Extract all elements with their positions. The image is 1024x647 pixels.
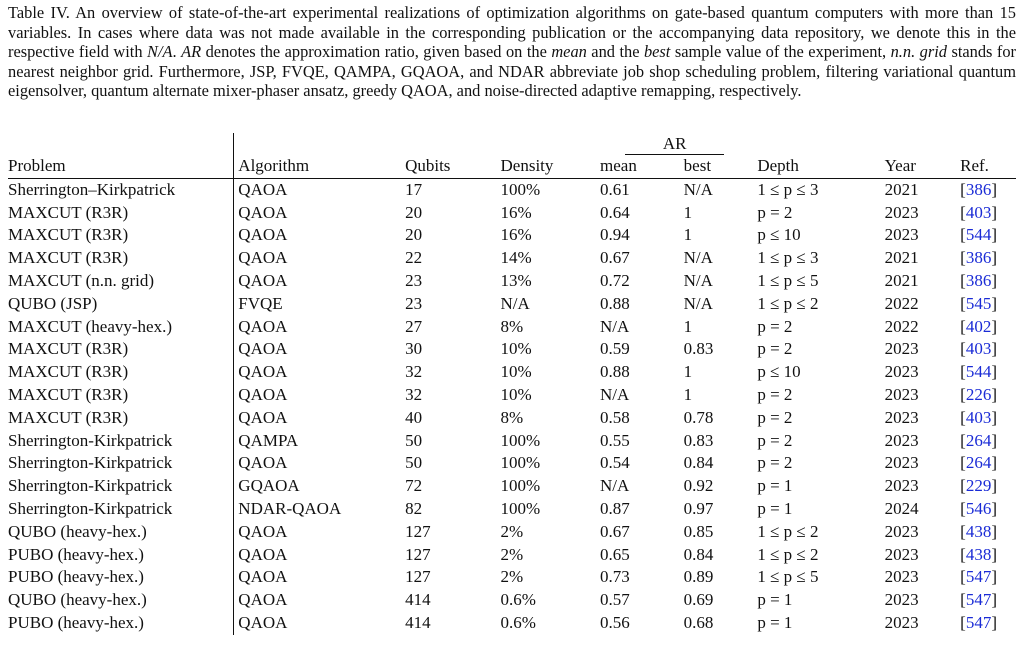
cell-density: 14%: [500, 248, 532, 268]
cell-algorithm: QAOA: [238, 407, 288, 427]
cell-year: 2022: [884, 293, 919, 313]
cell-year: 2023: [884, 521, 919, 541]
cell-qubits: 32: [405, 384, 423, 404]
cell-algorithm: QAOA: [238, 362, 288, 382]
cell-year: 2023: [884, 544, 919, 564]
cell-algorithm: QAMPA: [238, 430, 299, 450]
ref-bracket-open: [: [960, 453, 966, 473]
cell-density: 0.6%: [500, 612, 536, 632]
ref-bracket-close: ]: [991, 590, 997, 610]
reference-link[interactable]: 264: [965, 453, 992, 473]
cell-year: 2023: [884, 384, 919, 404]
cell-mean: 0.87: [600, 498, 630, 518]
cell-ref: [956, 475, 1016, 498]
ref-bracket-open: [: [960, 430, 966, 450]
header-density: Density: [497, 155, 596, 178]
cell-qubits: 40: [405, 407, 423, 427]
cell-algorithm: QAOA: [238, 544, 288, 564]
cell-best: 1: [683, 384, 693, 404]
cell-ref: [956, 338, 1016, 361]
cell-depth: 1 ≤ p ≤ 5: [757, 567, 819, 587]
cell-best: N/A: [683, 179, 713, 199]
ref-bracket-open: [: [960, 567, 966, 587]
ref-bracket-close: ]: [991, 544, 997, 564]
ref-bracket-open: [: [960, 225, 966, 245]
reference-link[interactable]: 386: [965, 179, 992, 199]
table-row: [8, 384, 1016, 407]
cell-mean: 0.54: [600, 453, 630, 473]
ref-bracket-close: ]: [991, 567, 997, 587]
caption-text: and the: [586, 42, 644, 62]
ref-bracket-close: ]: [991, 248, 997, 268]
cell-depth: p = 2: [757, 316, 793, 336]
cell-year: 2023: [884, 430, 919, 450]
cell-density: 13%: [500, 270, 532, 290]
ref-bracket-close: ]: [991, 498, 997, 518]
table-row: [8, 612, 1016, 635]
reference-link[interactable]: 547: [965, 567, 992, 587]
cell-problem: MAXCUT (heavy-hex.): [8, 316, 234, 339]
table-body: [8, 178, 1016, 634]
cell-density: 2%: [500, 544, 524, 564]
cell-ref: [956, 178, 1016, 201]
cell-best: 0.85: [683, 521, 714, 541]
cell-best: 0.78: [683, 407, 714, 427]
table-row: [8, 452, 1016, 475]
header-ar-group: AR: [596, 133, 753, 155]
header-row: [8, 155, 1016, 178]
reference-link[interactable]: 547: [965, 590, 992, 610]
ref-bracket-open: [: [960, 407, 966, 427]
cell-year: 2023: [884, 202, 919, 222]
cell-mean: 0.72: [600, 270, 630, 290]
cell-problem: MAXCUT (R3R): [8, 338, 234, 361]
cell-qubits: 127: [405, 567, 431, 587]
ref-bracket-open: [: [960, 498, 966, 518]
cell-algorithm: QAOA: [238, 179, 288, 199]
header-year: Year: [881, 155, 957, 178]
cell-algorithm: QAOA: [238, 248, 288, 268]
cell-mean: 0.65: [600, 544, 630, 564]
caption-text: stands for nearest neighbor grid. Furthermore, JSP, FVQE, QAMPA, GQAOA, and NDAR abbreviate job shop scheduling problem, filtering variational quantum eigensolver, quantum alternate mixer-phaser ansatz, greedy QAOA, and noise-directed adaptive remapping, respectively.: [8, 42, 1017, 101]
ref-bracket-close: ]: [991, 453, 997, 473]
table-row: [8, 498, 1016, 521]
table-row: [8, 430, 1016, 453]
cell-ref: [956, 202, 1016, 225]
table-row: [8, 566, 1016, 589]
cell-density: 10%: [500, 339, 532, 359]
caption-mean: mean: [551, 42, 587, 62]
cell-problem: MAXCUT (R3R): [8, 407, 234, 430]
cell-depth: 1 ≤ p ≤ 2: [757, 521, 819, 541]
ref-bracket-open: [: [960, 316, 966, 336]
header-algorithm: Algorithm: [234, 155, 401, 178]
table-row: [8, 202, 1016, 225]
cell-problem: PUBO (heavy-hex.): [8, 612, 234, 635]
caption-text: .: [172, 42, 182, 62]
cell-problem: MAXCUT (R3R): [8, 202, 234, 225]
cell-density: 100%: [500, 430, 541, 450]
cell-problem: Sherrington-Kirkpatrick: [8, 498, 234, 521]
cell-depth: p = 2: [757, 339, 793, 359]
cell-year: 2023: [884, 453, 919, 473]
caption-nngrid: n.n. grid: [890, 42, 947, 62]
cell-algorithm: QAOA: [238, 316, 288, 336]
caption-ar: AR: [181, 42, 202, 62]
cell-density: 100%: [500, 476, 541, 496]
cell-best: 0.84: [683, 453, 714, 473]
reference-link[interactable]: 403: [965, 202, 992, 222]
cell-algorithm: QAOA: [238, 270, 288, 290]
cell-density: N/A: [500, 293, 530, 313]
results-table-wrap: [8, 133, 1016, 635]
ref-bracket-open: [: [960, 293, 966, 313]
cell-mean: N/A: [600, 384, 630, 404]
cell-mean: 0.61: [600, 179, 630, 199]
cell-problem: Sherrington-Kirkpatrick: [8, 430, 234, 453]
header-best: best: [680, 155, 754, 178]
table-row: [8, 475, 1016, 498]
ref-bracket-open: [: [960, 202, 966, 222]
cell-best: 0.84: [683, 544, 714, 564]
cell-algorithm: GQAOA: [238, 476, 300, 496]
cell-ref: [956, 589, 1016, 612]
cell-algorithm: FVQE: [238, 293, 283, 313]
ref-bracket-close: ]: [991, 339, 997, 359]
cell-mean: 0.64: [600, 202, 630, 222]
ref-bracket-close: ]: [991, 179, 997, 199]
cell-mean: 0.56: [600, 612, 630, 632]
cell-depth: p = 1: [757, 612, 793, 632]
cell-ref: [956, 384, 1016, 407]
cell-best: 0.97: [683, 498, 714, 518]
ref-bracket-close: ]: [991, 612, 997, 632]
cell-problem: MAXCUT (n.n. grid): [8, 270, 234, 293]
cell-density: 2%: [500, 521, 524, 541]
cell-best: N/A: [683, 248, 713, 268]
cell-ref: [956, 224, 1016, 247]
caption-text: sample value of the experiment,: [670, 42, 891, 62]
cell-mean: 0.94: [600, 225, 630, 245]
cell-depth: p = 2: [757, 407, 793, 427]
reference-link[interactable]: 546: [965, 498, 992, 518]
ref-bracket-open: [: [960, 476, 966, 496]
cell-ref: [956, 407, 1016, 430]
cell-ref: [956, 247, 1016, 270]
table-caption: [8, 3, 1016, 101]
cell-qubits: 23: [405, 270, 423, 290]
cell-algorithm: QAOA: [238, 453, 288, 473]
table-row: [8, 589, 1016, 612]
cell-qubits: 20: [405, 225, 423, 245]
cell-depth: p ≤ 10: [757, 225, 801, 245]
reference-link[interactable]: 226: [965, 384, 992, 404]
cell-qubits: 30: [405, 339, 423, 359]
caption-text: denotes the approximation ratio, given based on the: [201, 42, 552, 62]
ref-bracket-close: ]: [991, 476, 997, 496]
cell-problem: PUBO (heavy-hex.): [8, 544, 234, 567]
ref-bracket-open: [: [960, 248, 966, 268]
cell-mean: 0.88: [600, 362, 630, 382]
cell-depth: 1 ≤ p ≤ 2: [757, 293, 819, 313]
cell-depth: 1 ≤ p ≤ 3: [757, 248, 819, 268]
cell-algorithm: QAOA: [238, 590, 288, 610]
caption-text: Table IV. An overview of state-of-the-art experimental realizations of optimization algorithms on gate-based quantum computers with more than 15 variables. In cases where data was not made available in the corresponding publication or the accompanying data repository, we denote this in the respective field with: [8, 3, 1016, 62]
cell-mean: N/A: [600, 476, 630, 496]
ref-bracket-close: ]: [991, 384, 997, 404]
cell-best: 0.89: [683, 567, 714, 587]
cell-problem: MAXCUT (R3R): [8, 384, 234, 407]
ref-bracket-open: [: [960, 384, 966, 404]
table-row: [8, 247, 1016, 270]
table-row: [8, 270, 1016, 293]
ref-bracket-close: ]: [991, 521, 997, 541]
cell-year: 2023: [884, 407, 919, 427]
cell-ref: [956, 612, 1016, 635]
cell-qubits: 22: [405, 248, 423, 268]
ref-bracket-close: ]: [991, 430, 997, 450]
cell-ref: [956, 361, 1016, 384]
cell-year: 2023: [884, 362, 919, 382]
cell-depth: p = 1: [757, 498, 793, 518]
cell-density: 0.6%: [500, 590, 536, 610]
cell-density: 8%: [500, 407, 524, 427]
cell-density: 100%: [500, 453, 541, 473]
ref-bracket-close: ]: [991, 407, 997, 427]
cell-year: 2021: [884, 179, 919, 199]
cell-best: 1: [683, 362, 693, 382]
cell-problem: QUBO (heavy-hex.): [8, 521, 234, 544]
table-row: [8, 544, 1016, 567]
cell-problem: QUBO (heavy-hex.): [8, 589, 234, 612]
cell-algorithm: QAOA: [238, 225, 288, 245]
ref-bracket-close: ]: [991, 202, 997, 222]
caption-best: best: [643, 42, 671, 62]
ref-bracket-open: [: [960, 590, 966, 610]
cell-algorithm: NDAR-QAOA: [238, 498, 342, 518]
reference-link[interactable]: 386: [965, 248, 992, 268]
cell-mean: 0.57: [600, 590, 630, 610]
cell-depth: p ≤ 10: [757, 362, 801, 382]
cell-density: 10%: [500, 384, 532, 404]
reference-link[interactable]: 386: [965, 270, 992, 290]
cell-qubits: 32: [405, 362, 423, 382]
header-ref: Ref.: [956, 155, 1016, 178]
cell-depth: p = 1: [757, 590, 793, 610]
ref-bracket-close: ]: [991, 270, 997, 290]
cell-depth: 1 ≤ p ≤ 2: [757, 544, 819, 564]
cell-depth: p = 2: [757, 430, 793, 450]
reference-link[interactable]: 402: [965, 316, 992, 336]
cell-best: 1: [683, 316, 693, 336]
cell-problem: Sherrington-Kirkpatrick: [8, 452, 234, 475]
cell-qubits: 127: [405, 521, 431, 541]
cell-ref: [956, 293, 1016, 316]
cell-density: 2%: [500, 567, 524, 587]
cell-algorithm: QAOA: [238, 612, 288, 632]
cell-qubits: 414: [405, 590, 431, 610]
table-row: [8, 316, 1016, 339]
header-group-row: [8, 133, 1016, 155]
cell-best: 0.83: [683, 339, 714, 359]
table-row: [8, 338, 1016, 361]
cell-year: 2024: [884, 498, 919, 518]
table-row: [8, 361, 1016, 384]
table-row: [8, 293, 1016, 316]
cell-best: 0.68: [683, 612, 714, 632]
ref-bracket-open: [: [960, 179, 966, 199]
cell-density: 100%: [500, 179, 541, 199]
cell-ref: [956, 452, 1016, 475]
cell-ref: [956, 430, 1016, 453]
cell-algorithm: QAOA: [238, 567, 288, 587]
cell-depth: p = 2: [757, 453, 793, 473]
cell-mean: 0.55: [600, 430, 630, 450]
reference-link[interactable]: 545: [965, 293, 992, 313]
header-mean: mean: [596, 155, 680, 178]
cell-year: 2021: [884, 270, 919, 290]
cell-mean: 0.67: [600, 248, 630, 268]
header-problem: Problem: [8, 155, 234, 178]
cell-year: 2021: [884, 248, 919, 268]
table-row: [8, 178, 1016, 201]
cell-qubits: 72: [405, 476, 423, 496]
cell-qubits: 50: [405, 430, 423, 450]
cell-qubits: 27: [405, 316, 423, 336]
cell-depth: 1 ≤ p ≤ 3: [757, 179, 819, 199]
cell-mean: 0.58: [600, 407, 630, 427]
cell-density: 10%: [500, 362, 532, 382]
cell-qubits: 127: [405, 544, 431, 564]
cell-density: 100%: [500, 498, 541, 518]
cell-year: 2023: [884, 225, 919, 245]
cell-problem: MAXCUT (R3R): [8, 224, 234, 247]
cell-density: 8%: [500, 316, 524, 336]
cell-year: 2023: [884, 567, 919, 587]
cell-qubits: 414: [405, 612, 431, 632]
ref-bracket-close: ]: [991, 293, 997, 313]
results-table: [8, 133, 1016, 635]
table-row: [8, 521, 1016, 544]
cell-year: 2023: [884, 612, 919, 632]
cell-problem: MAXCUT (R3R): [8, 361, 234, 384]
cell-year: 2023: [884, 339, 919, 359]
cell-depth: 1 ≤ p ≤ 5: [757, 270, 819, 290]
cell-qubits: 82: [405, 498, 423, 518]
reference-link[interactable]: 547: [965, 612, 992, 632]
cell-ref: [956, 316, 1016, 339]
cell-problem: Sherrington–Kirkpatrick: [8, 178, 234, 201]
cell-best: N/A: [683, 293, 713, 313]
cell-qubits: 23: [405, 293, 423, 313]
reference-link[interactable]: 544: [965, 362, 992, 382]
cell-best: 0.83: [683, 430, 714, 450]
cell-qubits: 50: [405, 453, 423, 473]
caption-na: N/A: [147, 42, 173, 62]
cell-problem: PUBO (heavy-hex.): [8, 566, 234, 589]
header-spacer: [8, 133, 234, 155]
cell-mean: 0.88: [600, 293, 630, 313]
cell-best: 1: [683, 225, 693, 245]
cell-depth: p = 2: [757, 202, 793, 222]
cell-best: 0.92: [683, 476, 714, 496]
cell-density: 16%: [500, 225, 532, 245]
cell-best: N/A: [683, 270, 713, 290]
cell-qubits: 17: [405, 179, 423, 199]
cell-algorithm: QAOA: [238, 521, 288, 541]
cell-mean: 0.73: [600, 567, 630, 587]
cell-problem: MAXCUT (R3R): [8, 247, 234, 270]
cell-mean: 0.59: [600, 339, 630, 359]
cell-year: 2023: [884, 590, 919, 610]
table-row: [8, 224, 1016, 247]
table-row: [8, 407, 1016, 430]
header-qubits: Qubits: [401, 155, 496, 178]
ref-bracket-open: [: [960, 544, 966, 564]
cell-qubits: 20: [405, 202, 423, 222]
cell-ref: [956, 566, 1016, 589]
reference-link[interactable]: 264: [965, 430, 992, 450]
cell-best: 1: [683, 202, 693, 222]
ref-bracket-open: [: [960, 521, 966, 541]
cell-depth: p = 1: [757, 476, 793, 496]
reference-link[interactable]: 229: [965, 476, 992, 496]
cell-mean: 0.67: [600, 521, 630, 541]
ref-bracket-open: [: [960, 339, 966, 359]
cell-ref: [956, 544, 1016, 567]
reference-link[interactable]: 438: [965, 521, 992, 541]
reference-link[interactable]: 438: [965, 544, 992, 564]
reference-link[interactable]: 544: [965, 225, 992, 245]
ref-bracket-open: [: [960, 612, 966, 632]
cell-year: 2023: [884, 476, 919, 496]
cell-year: 2022: [884, 316, 919, 336]
cell-algorithm: QAOA: [238, 339, 288, 359]
reference-link[interactable]: 403: [965, 407, 992, 427]
ref-bracket-open: [: [960, 362, 966, 382]
cell-ref: [956, 521, 1016, 544]
cell-problem: QUBO (JSP): [8, 293, 234, 316]
cell-best: 0.69: [683, 590, 714, 610]
cell-algorithm: QAOA: [238, 384, 288, 404]
cell-density: 16%: [500, 202, 532, 222]
cell-algorithm: QAOA: [238, 202, 288, 222]
cell-ref: [956, 498, 1016, 521]
ref-bracket-close: ]: [991, 225, 997, 245]
header-depth: Depth: [753, 155, 880, 178]
cell-mean: N/A: [600, 316, 630, 336]
cell-problem: Sherrington-Kirkpatrick: [8, 475, 234, 498]
cell-depth: p = 2: [757, 384, 793, 404]
reference-link[interactable]: 403: [965, 339, 992, 359]
ref-bracket-open: [: [960, 270, 966, 290]
ref-bracket-close: ]: [991, 316, 997, 336]
ref-bracket-close: ]: [991, 362, 997, 382]
cell-ref: [956, 270, 1016, 293]
